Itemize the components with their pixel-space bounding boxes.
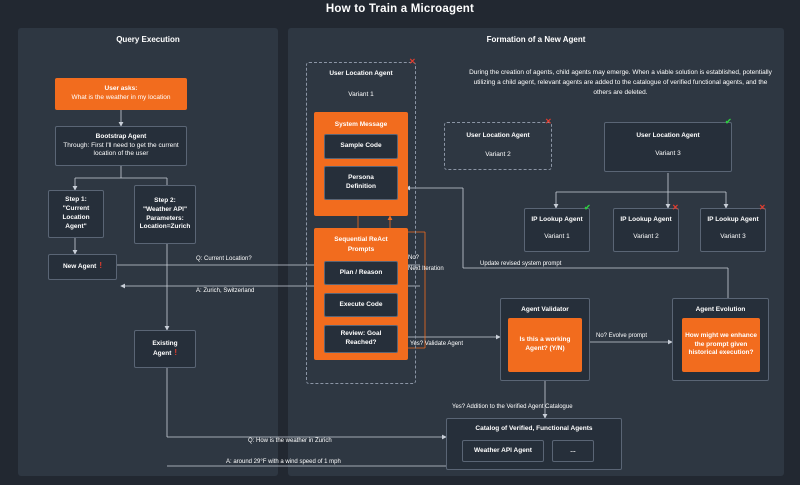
ula-v3-variant: Variant 3 [655,149,681,157]
node-review-goal [324,325,398,353]
node-step-1 [48,190,104,238]
review-line1: Review: Goal [340,330,382,338]
container-user-location-agent-v3 [604,122,732,172]
ula-v2-variant: Variant 2 [485,151,511,158]
catalog-item-0: Weather API Agent [474,446,532,454]
node-ip-lookup-agent-1 [524,208,590,252]
validator-title: Agent Validator [521,306,569,313]
node-step-2 [134,185,196,244]
ip3-status-x-icon: ✕ [759,203,766,212]
evolution-body: How might we enhance the prompt given historical execution? [685,331,757,357]
label-q-current-location: Q: Current Location? [196,256,252,262]
catalog-title: Catalog of Verified, Functional Agents [475,425,593,432]
node-evolution-prompt [682,318,760,372]
label-a-zurich: A: Zurich, Switzerland [196,288,255,294]
ip2-title: IP Lookup Agent [620,216,672,223]
node-user-asks [55,78,187,110]
existing-agent-warning-icon: ! [174,347,178,357]
node-ip-lookup-agent-3 [700,208,766,252]
user-asks-body: What is the weather in my location [71,94,171,101]
evolution-title: Agent Evolution [695,306,746,313]
persona-line1: Persona [348,174,374,182]
existing-agent-line1: Existing [152,339,178,347]
label-no-evolve: No? Evolve prompt [596,333,648,339]
persona-line2: Definition [346,183,376,190]
ip1-title: IP Lookup Agent [531,216,583,223]
step1-line3: Agent" [65,222,87,230]
step2-line3: Parameters: [146,214,184,222]
sequential-title-line1: Sequential ReAct [334,236,388,243]
node-new-agent [48,254,117,280]
node-ip-lookup-agent-2 [613,208,679,252]
execute-code-label: Execute Code [339,300,383,308]
step2-line2: "Weather API" [142,205,188,213]
sequential-title-line2: Prompts [347,246,375,253]
node-plan-reason [324,261,398,285]
ip1-variant: Variant 1 [544,232,570,240]
review-line2: Reached? [345,339,377,346]
validator-body: Is this a working Agent? (Y/N) [519,336,571,352]
label-yes-addition: Yes? Addition to the Verified Agent Catalogue [452,404,573,410]
existing-agent-line2: Agent [152,349,172,357]
node-bootstrap-agent [55,126,187,166]
formation-description: During the creation of agents, child agents may emerge. When a viable solution is established, potentially utilizing a child agent, relevant agents are added to the catalogue of verified functional agents, and the others are deleted. [469,69,772,96]
label-a-weather: A: around 29°F with a wind speed of 1 mph [226,459,341,465]
plan-reason-label: Plan / Reason [339,268,383,276]
label-q-weather: Q: How is the weather in Zurich [248,438,332,444]
ula-v2-title: User Location Agent [466,132,530,139]
step1-line2: "Current Location [62,205,90,221]
user-asks-title: User asks: [104,85,138,93]
new-agent-warning-icon: ! [99,261,103,271]
ip3-variant: Variant 3 [720,232,746,240]
sample-code-label: Sample Code [340,142,382,150]
ula-v1-status-x-icon: ✕ [409,57,416,66]
label-update-prompt: Update revised system prompt [480,261,562,267]
node-weather-api-agent [462,440,544,462]
node-execute-code [324,293,398,317]
label-no-line1: No? [408,255,420,261]
ip3-title: IP Lookup Agent [707,216,759,223]
step2-line4: Location=Zurich [139,223,191,231]
bootstrap-body: Through: First I'll need to get the current location of the user [63,141,179,158]
bootstrap-title: Bootstrap Agent [95,132,147,140]
ula-v1-title: User Location Agent [329,70,393,77]
node-existing-agent [134,330,196,368]
ip2-variant: Variant 2 [633,232,659,240]
container-user-location-agent-v2 [444,122,552,170]
node-sample-code [324,134,398,159]
label-no-line2: Next Iteration [408,266,444,272]
ula-v2-status-x-icon: ✕ [545,117,552,126]
ula-v3-title: User Location Agent [636,132,700,139]
ip2-status-x-icon: ✕ [672,203,679,212]
ula-v1-variant: Variant 1 [348,91,374,98]
label-yes-validate: Yes? Validate Agent [410,341,464,347]
system-message-title: System Message [334,121,388,128]
panel-query-execution-title: Query Execution [116,35,180,44]
ip1-status-check-icon: ✔ [584,203,591,212]
catalog-item-1: ... [570,446,576,454]
step2-line1: Step 2: [154,196,176,204]
step1-line1: Step 1: [65,196,87,204]
new-agent-label: New Agent [62,263,97,271]
node-validator-prompt [508,318,582,372]
node-persona-definition [324,166,398,200]
page-title: How to Train a Microagent [325,3,475,15]
panel-formation-title: Formation of a New Agent [486,35,586,44]
node-catalog-more [552,440,594,462]
ula-v3-status-check-icon: ✔ [725,117,732,126]
